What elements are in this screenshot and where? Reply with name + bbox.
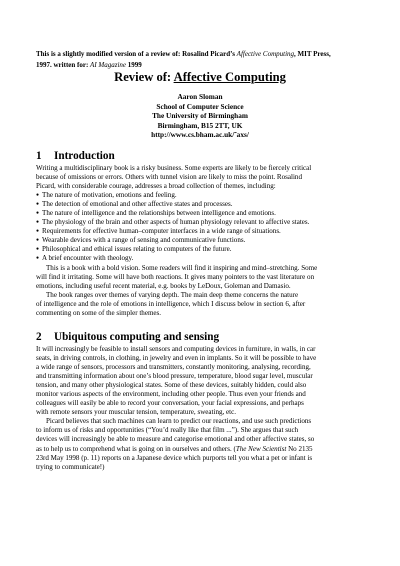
paragraph-line: because of omissions or errors. Others with tunnel vision are likely to miss the point. Rosalind (36, 173, 302, 182)
paragraph-line: Picard, with considerable courage, addresses a broad collection of themes, including: (36, 182, 276, 191)
author-city: Birmingham, B15 2TT, UK (157, 120, 243, 130)
author-school: School of Computer Science (156, 101, 244, 111)
page-title (0, 70, 400, 85)
note-prefix: This is a slightly modified version of a review of: Rosalind Picard’s (36, 50, 235, 58)
paragraph-line: commenting on some of the simpler themes. (36, 308, 162, 317)
paragraph-line: Picard believes that such machines can learn to predict our reactions, and use such predictions (46, 417, 312, 426)
bullet-item: ● Philosophical and ethical issues relating to computers of the future. (36, 245, 368, 254)
paragraph-line: Writing a multidisciplinary book is a risky business. Some experts are likely to be fiercely critical (36, 164, 312, 172)
paragraph-line: It will increasingly be feasible to install sensors and computing devices in furniture, in walls, in car (36, 345, 316, 353)
section-number: 2 (36, 331, 42, 343)
paragraph-line: emotions, including useful recent material, e.g. books by LeDoux, Goleman and Damasio. (36, 281, 291, 290)
paragraph-line: and transmitting information about one’s blood pressure, temperature, blood sugar level, muscular (36, 372, 313, 381)
note-suffix: , MIT Press, (294, 50, 331, 58)
citation-title: The New Scientist (235, 444, 287, 453)
paragraph-line: seats, in driving controls, in clothing, in jewelry and even in implants. So it will be possible to have (36, 354, 317, 363)
author-block (0, 92, 400, 140)
paragraph-line: monitor various aspects of the environment, including other people. Thus even your friends and (36, 390, 306, 399)
section-heading-1 (36, 150, 115, 162)
paragraph-line: tension, and many other physiological states. Some of these devices, suitably hidden, could also (36, 381, 307, 390)
paragraph-line: devices will increasingly be able to measure and categorise emotional and other affective states, so (36, 435, 315, 444)
paragraph-line: This is a book with a bold vision. Some readers will find it inspiring and mind–stretching. Some (46, 263, 318, 272)
section-title: Ubiquitous computing and sensing (54, 331, 220, 343)
paragraph-line: a wide range of sensors, processors and transmitters, constantly monitoring, analysing, recording, (36, 363, 311, 372)
note-line2b: 1999 (127, 61, 142, 69)
version-note (36, 49, 366, 71)
title-book-name: Affective Computing (173, 70, 286, 84)
paragraph-line: The book ranges over themes of varying depth. The main deep theme concerns the nature (46, 290, 299, 299)
paragraph-line: with remote sensors your muscular tension, temperature, sweating, etc. (36, 408, 236, 417)
paragraph-line: trying to communicate!) (36, 462, 105, 471)
author-url[interactable]: http://www.cs.bham.ac.uk/˜axs/ (151, 130, 249, 140)
bullet-item: ● The nature of intelligence and the relationships between intelligence and emotions. (36, 209, 368, 218)
section-number: 1 (36, 150, 42, 162)
paragraph-line: will find it irritating. Some will have both reactions. It gives many pointers to the vast literature on (36, 272, 315, 281)
bullet-item: ● Wearable devices with a range of sensing and communicative functions. (36, 236, 368, 245)
note-book-title: Affective Computing (236, 50, 295, 58)
note-line2a: 1997. written for: (36, 61, 89, 69)
paragraph-line: of intelligence and the role of emotions in intelligence, which I discuss below in section 6, after (36, 299, 306, 308)
paragraph-line (36, 445, 368, 454)
section-title: Introduction (54, 150, 115, 162)
paragraph-line: colleagues will easily be able to record your conversation, your facial expressions, and perhaps (36, 399, 304, 408)
paragraph-line: 23rd May 1998 (p. 11) reports on a Japanese device which purports tell you what a pet or infant is (36, 453, 313, 462)
paragraph-text: as to help us to comprehend what is going on in ourselves and others. ( (36, 444, 236, 453)
bullet-item: ● Requirements for effective human–computer interfaces in a wide range of situations. (36, 227, 368, 236)
bullet-item: ● The detection of emotional and other affective states and processes. (36, 200, 368, 209)
paragraph-text: No 2135 (286, 444, 313, 453)
section-heading-2 (36, 331, 219, 343)
title-prefix: Review of: (114, 70, 172, 84)
bullet-item: ● The nature of motivation, emotions and feeling. (36, 191, 368, 200)
section-1-body (36, 164, 368, 318)
author-university: The University of Birmingham (152, 111, 248, 121)
paragraph-line: to inform us of risks and opportunities (“You’d really like that film ...”). She argues that such (36, 426, 299, 435)
bullet-item: ● The physiology of the brain and other aspects of human physiology relevant to affective states. (36, 218, 368, 227)
section-2-body (36, 345, 368, 472)
bullet-item: ● A brief encounter with theology. (36, 254, 368, 263)
author-name: Aaron Sloman (177, 92, 223, 101)
note-magazine: AI Magazine (90, 61, 127, 69)
